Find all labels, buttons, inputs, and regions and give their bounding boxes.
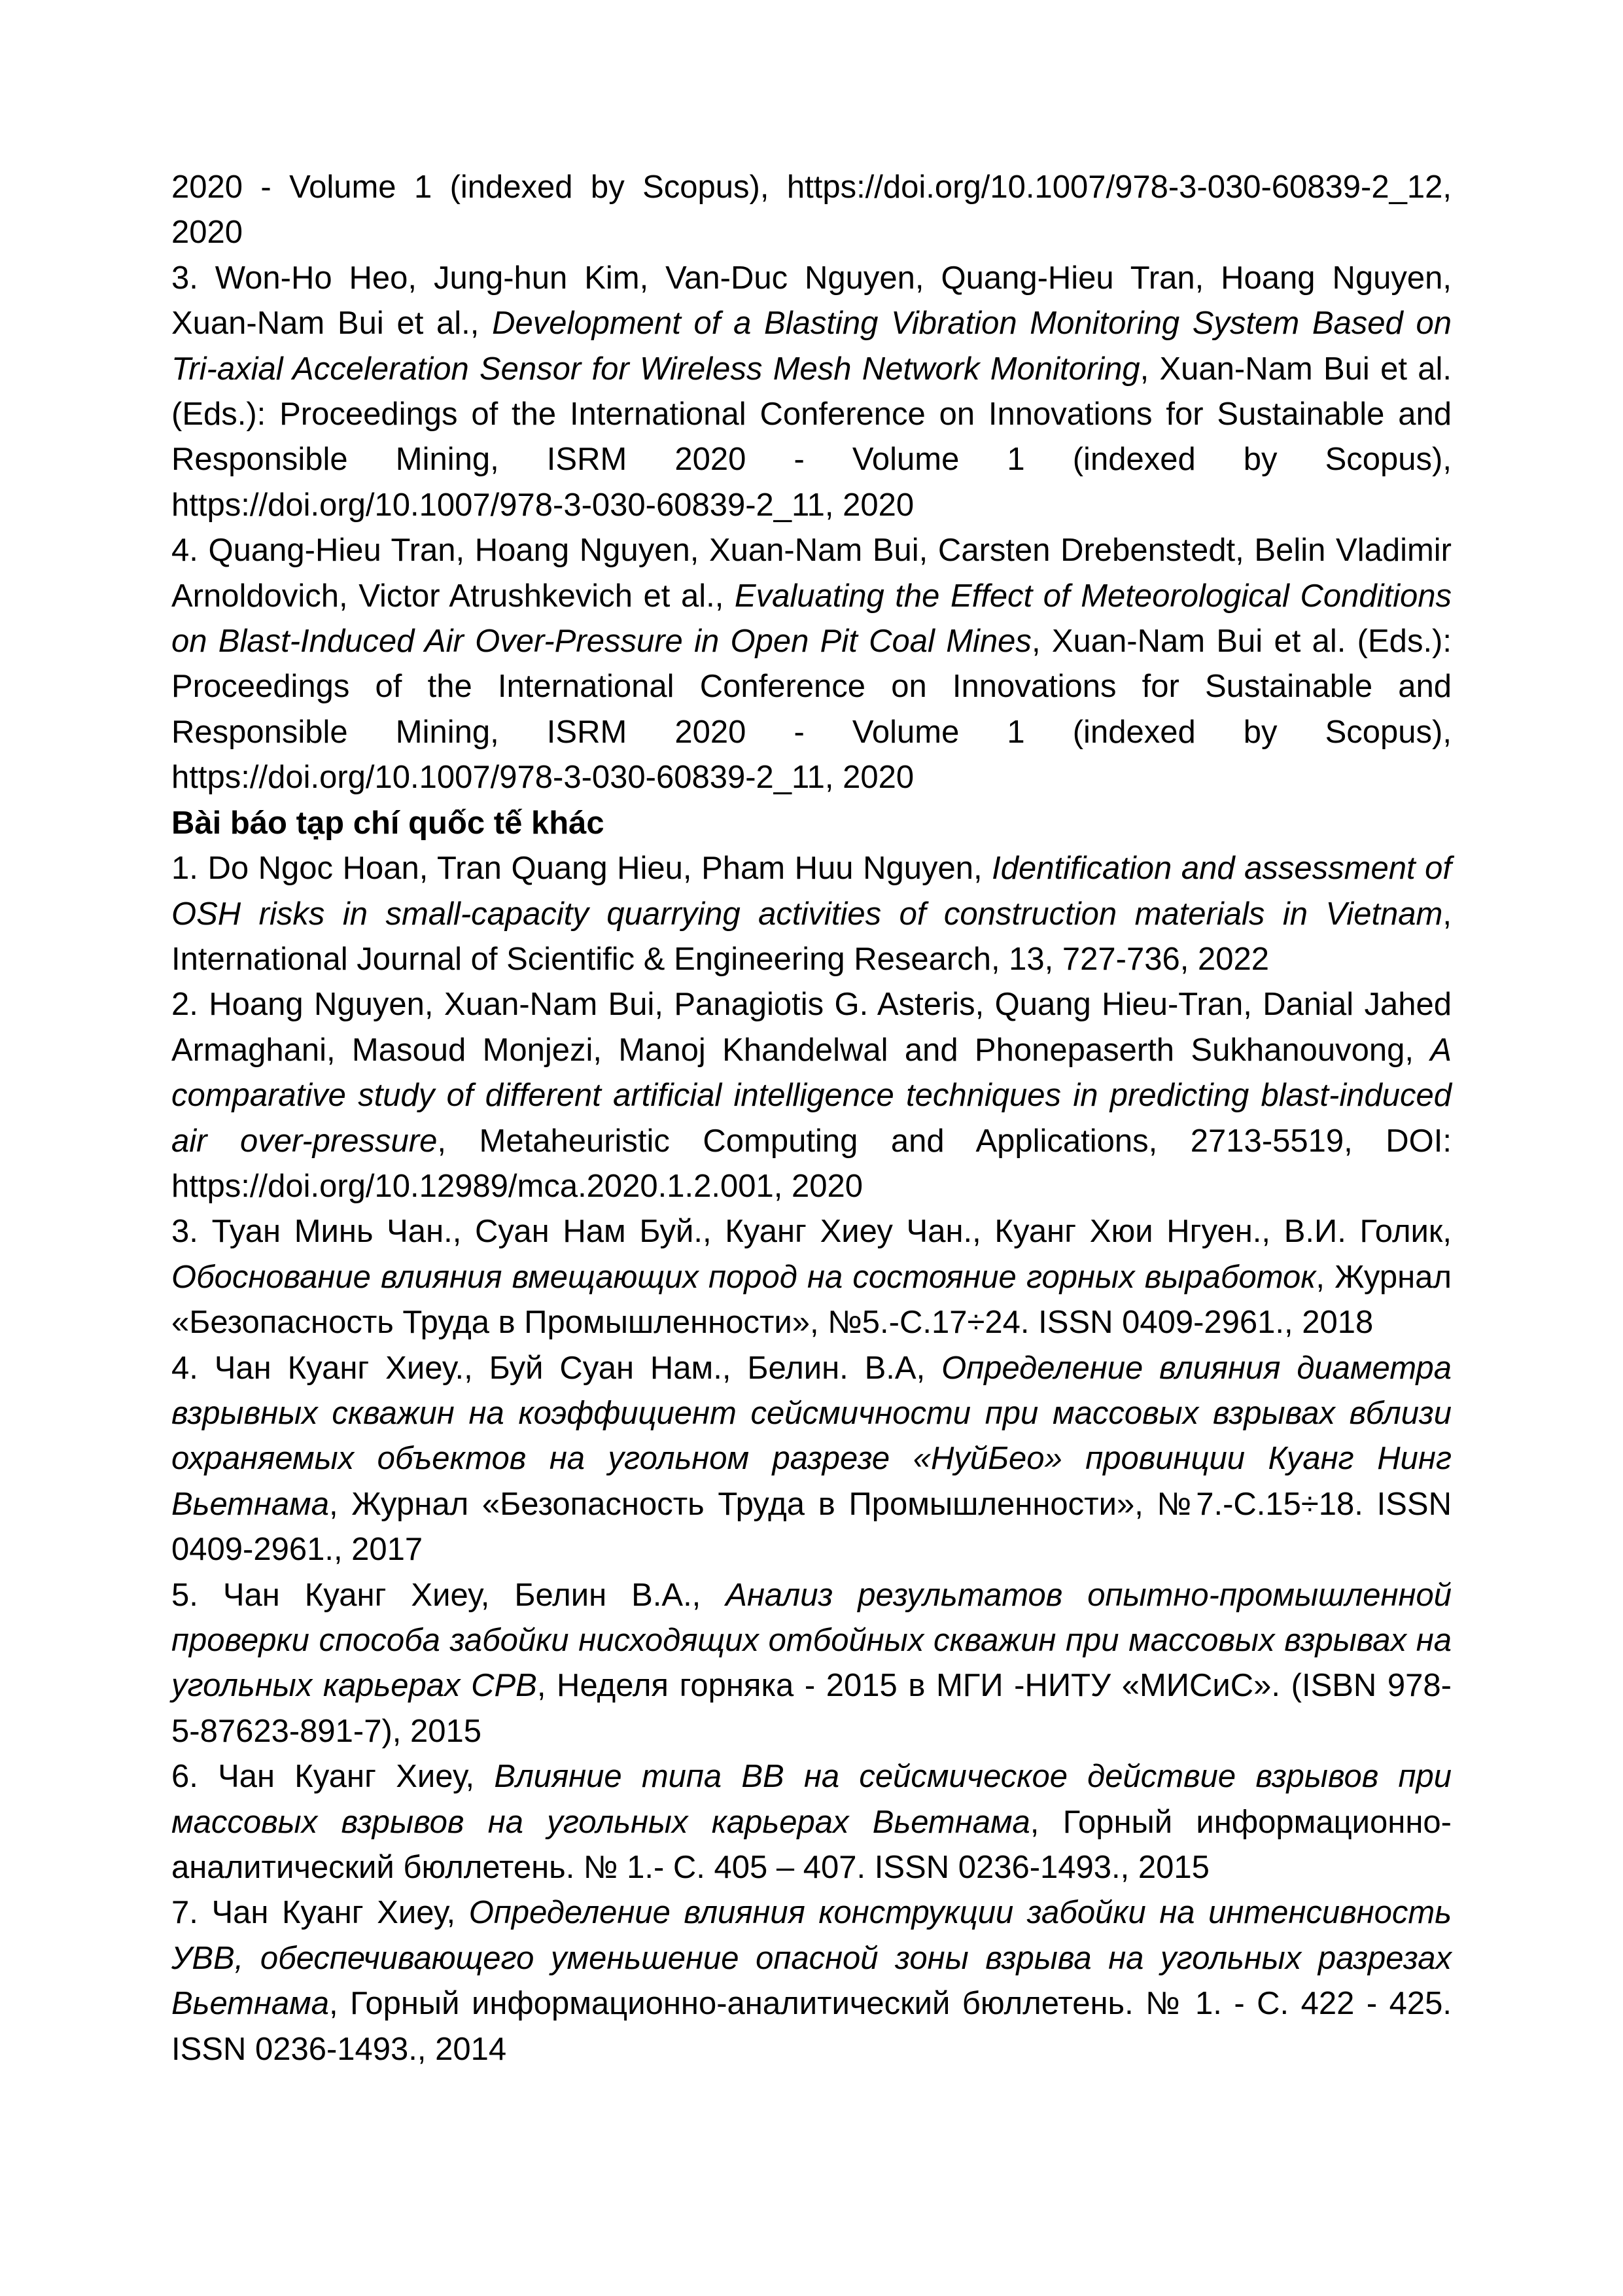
entry-authors: Чан Куанг Хиеу, Белин В.А., <box>222 1577 701 1613</box>
entry-source: , Журнал «Безопасность Труда в Промышленности», №7.-С.15÷18. ISSN 0409-2961., 2017 <box>171 1486 1452 1568</box>
entry-number: 4. <box>171 533 198 569</box>
entry-authors: Чан Куанг Хиеу, <box>211 1895 456 1931</box>
entry-source: , Журнал «Безопасность Труда в Промышленности», №5.-С.17÷24. ISSN 0409-2961., 2018 <box>171 1259 1452 1341</box>
entry-authors: Quang-Hieu Tran, Hoang Nguyen, Xuan-Nam Bui, Carsten Drebenstedt, Belin Vladimir Arnoldovich, Victor Atrushkevich et al., <box>171 533 1452 614</box>
entry-number: 3. <box>171 260 198 296</box>
entry-authors: Won-Ho Heo, Jung-hun Kim, Van-Duc Nguyen, Quang-Hieu Tran, Hoang Nguyen, Xuan-Nam Bui et al., <box>171 260 1452 342</box>
journal-paper-1 <box>171 846 1452 982</box>
conference-paper-4 <box>171 528 1452 800</box>
entry-title: Identification and assessment of OSH risks in small-capacity quarrying activities of construction materials in Vietnam <box>171 851 1452 932</box>
entry-title: Влияние типа ВВ на сейсмическое действие взрывов при массовых взрывов на угольных карьерах Вьетнама <box>171 1759 1452 1840</box>
entry-title: Определение влияния конструкции забойки на интенсивность УВВ, обеспечивающего уменьшение опасной зоны взрыва на угольных разрезах Вьетнама <box>171 1895 1452 2022</box>
entry-number: 3. <box>171 1214 198 1250</box>
entry-authors: Do Ngoc Hoan, Tran Quang Hieu, Pham Huu Nguyen, <box>207 851 983 887</box>
entry-authors: Чан Куанг Хиеу, <box>218 1759 475 1795</box>
entry-authors: Туан Минь Чан., Суан Нам Буй., Куанг Хиеу Чан., Куанг Хюи Нгуен., В.И. Голик, <box>211 1214 1452 1250</box>
entry-title: Development of a Blasting Vibration Monitoring System Based on Tri-axial Acceleration Sensor for Wireless Mesh Network Monitoring <box>171 306 1452 387</box>
entry-number: 1. <box>171 851 198 887</box>
journal-paper-6 <box>171 1754 1452 1890</box>
entry-title: Определение влияния диаметра взрывных скважин на коэффициент сейсмичности при массовых взрывах вблизи охраняемых объектов на угольном разрезе «НуйБео» провинции Куанг Нинг Вьетнама <box>171 1350 1452 1522</box>
document-page <box>171 165 1452 2072</box>
entry-source: , Горный информационно-аналитический бюллетень. № 1.- С. 405 – 407. ISSN 0236-1493., 2015 <box>171 1804 1452 1886</box>
entry-number: 2. <box>171 987 198 1023</box>
entry-number: 6. <box>171 1759 198 1795</box>
entry-number: 4. <box>171 1350 198 1386</box>
entry-source: , International Journal of Scientific & Engineering Research, 13, 727-736, 2022 <box>171 896 1452 977</box>
conference-paper-3 <box>171 256 1452 528</box>
entry-title: Обоснование влияния вмещающих пород на состояние горных выработок <box>171 1259 1316 1295</box>
entry-title: Анализ результатов опытно-промышленной проверки способа забойки нисходящих отбойных скважин при массовых взрывах на угольных карьерах СРВ <box>171 1577 1452 1704</box>
entry-source: , Xuan-Nam Bui et al. (Eds.): Proceedings of the International Conference on Innovations for Sustainable and Responsible Mining, ISRM 2020 - Volume 1 (indexed by Scopus), https://doi.org/10.1007/978-3-030-60839-2_11, 2020 <box>171 624 1452 796</box>
journal-paper-3 <box>171 1209 1452 1345</box>
entry-authors: Чан Куанг Хиеу., Буй Суан Нам., Белин. В.А, <box>214 1350 926 1386</box>
entry-title: A comparative study of different artificial intelligence techniques in predicting blast-induced air over-pressure <box>171 1032 1452 1159</box>
entry-title: Evaluating the Effect of Meteorological Conditions on Blast-Induced Air Over-Pressure in Open Pit Coal Mines <box>171 578 1452 660</box>
entry-source: , Xuan-Nam Bui et al. (Eds.): Proceedings of the International Conference on Innovations for Sustainable and Responsible Mining, ISRM 2020 - Volume 1 (indexed by Scopus), https://doi.org/10.1007/978-3-030-60839-2_11, 2020 <box>171 351 1452 523</box>
entry-source: , Горный информационно-аналитический бюллетень. № 1. - С. 422 - 425. ISSN 0236-1493., 2014 <box>171 1986 1452 2067</box>
journal-paper-7 <box>171 1890 1452 2072</box>
entry-number: 5. <box>171 1577 198 1613</box>
section-heading: Bài báo tạp chí quốc tế khác <box>171 805 604 841</box>
continued-reference <box>171 165 1452 256</box>
entry-source: , Неделя горняка - 2015 в МГИ -НИТУ «МИСиС». (ISBN 978-5-87623-891-7), 2015 <box>171 1668 1452 1749</box>
journal-paper-5 <box>171 1573 1452 1755</box>
journal-paper-4 <box>171 1346 1452 1573</box>
entry-authors: Hoang Nguyen, Xuan-Nam Bui, Panagiotis G. Asteris, Quang Hieu-Tran, Danial Jahed Armaghani, Masoud Monjezi, Manoj Khandelwal and Phonepaserth Sukhanouvong, <box>171 987 1452 1068</box>
entry-source: , Metaheuristic Computing and Applications, 2713-5519, DOI: https://doi.org/10.12989/mca.2020.1.2.001, 2020 <box>171 1123 1452 1204</box>
journal-paper-2 <box>171 982 1452 1209</box>
continued-reference-text: 2020 - Volume 1 (indexed by Scopus), https://doi.org/10.1007/978-3-030-60839-2_12, 2020 <box>171 169 1452 251</box>
entry-number: 7. <box>171 1895 198 1931</box>
